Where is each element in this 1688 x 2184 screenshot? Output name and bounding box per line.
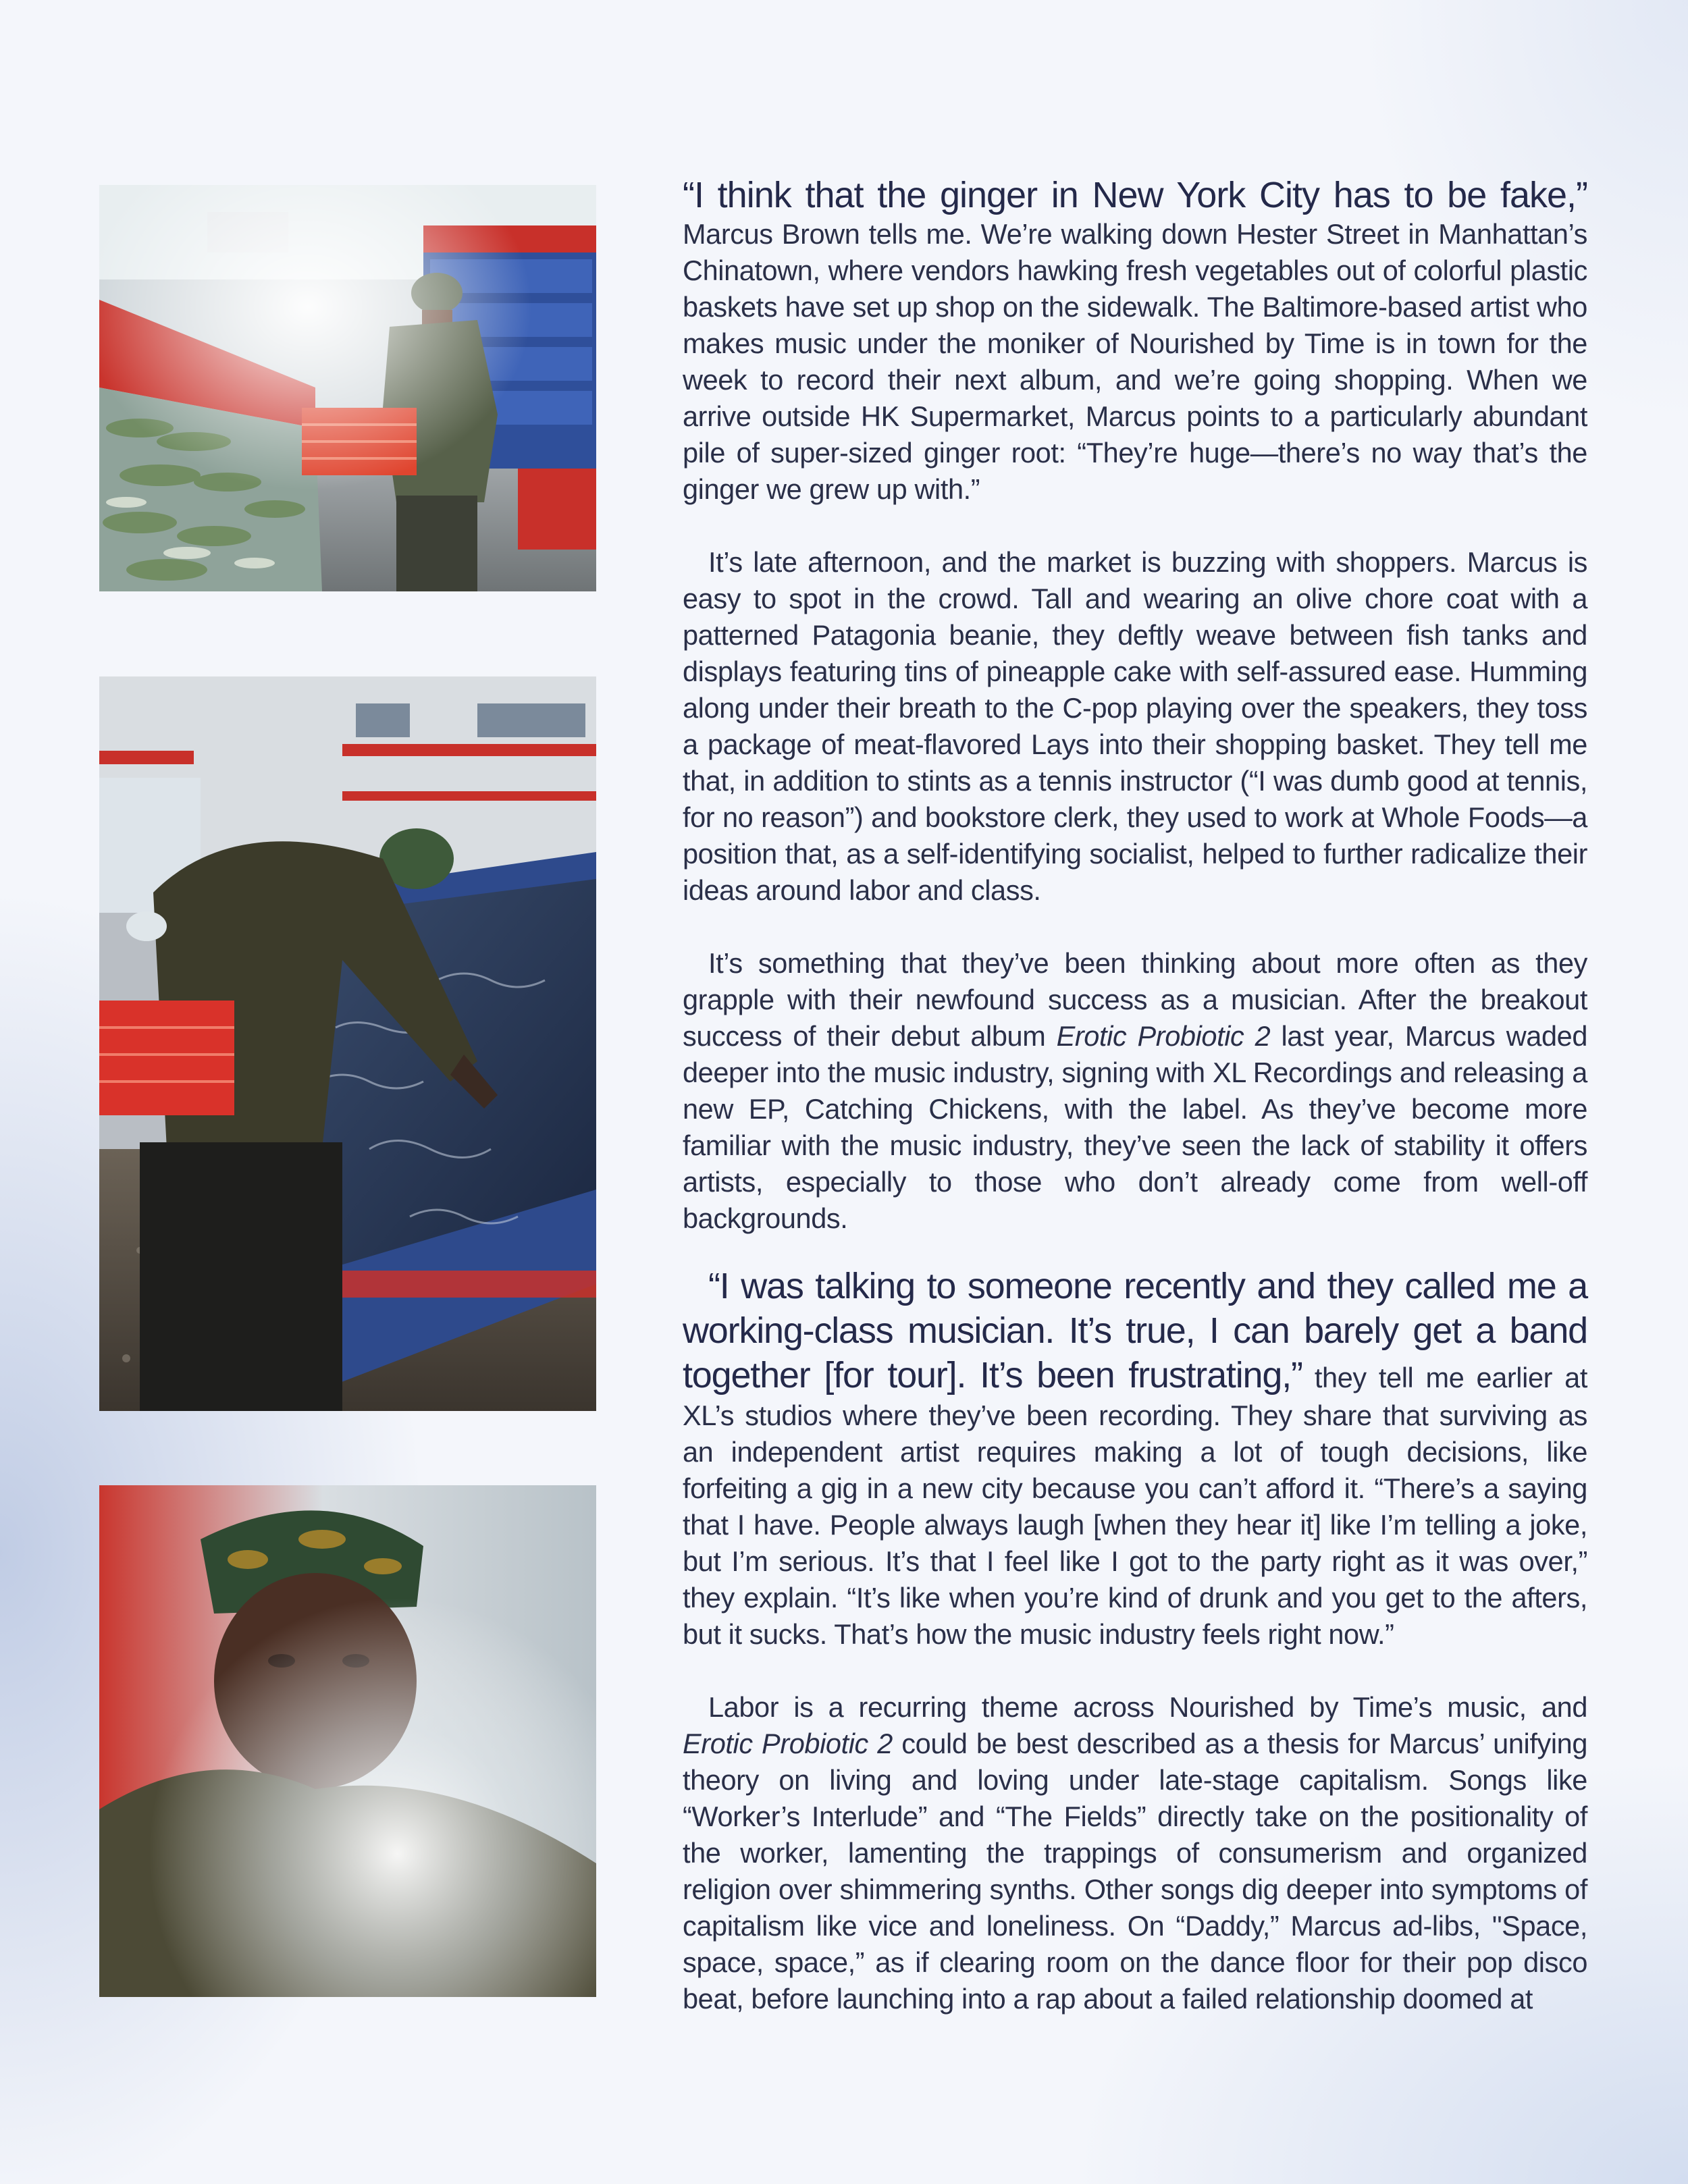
article-body (683, 177, 1587, 2054)
album-title-2: Erotic Probiotic 2 (683, 1728, 893, 1759)
paragraph-5 (683, 1689, 1587, 2017)
paragraph-2: It’s late afternoon, and the market is buzzing with shoppers. Marcus is easy to spot in the crowd. Tall and wearing an olive chore coat with a patterned Patagonia beanie, they deftly weave between fish tanks and displays featuring tins of pineapple cake with self-assured ease. Humming along under their breath to the C-pop playing over the speakers, they toss a package of meat-flavored Lays into their shopping basket. They tell me that, in addition to stints as a tennis instructor (“I was dumb good at tennis, for no reason”) and bookstore clerk, they used to work at Whole Foods—a position that, as a self-identifying socialist, helped to further radicalize their ideas around labor and class. (683, 546, 1587, 906)
paragraph-1 (683, 177, 1587, 508)
photo-fish-tank (99, 676, 596, 1411)
paragraph-3-text-b: last year, Marcus waded deeper into the music industry, signing with XL Recordings and releasing a new EP, Catching Chickens, with the label. As they’ve become more familiar with the music industry, they’ve seen the lack of stability it offers artists, especially to those who don’t already come from well-off backgrounds. (683, 1020, 1588, 1234)
paragraph-3-text-a: It’s something that they’ve been thinking about more often as they grapple with their newfound success as a musician. After the breakout success of their debut album (683, 947, 1587, 1052)
paragraph-5-text-b: could be best described as a thesis for Marcus’ unifying theory on living and loving under late-stage capitalism. Songs like “Worker’s Interlude” and “The Fields” directly take on the positionality of the worker, lamenting the trappings of consumerism and organized religion over shimmering synths. Other songs dig deeper into symptoms of capitalism like vice and loneliness. On “Daddy,” Marcus ad-libs, "Space, space, space,” as if clearing room on the dance floor for their pop disco beat, before launching into a rap about a failed relationship doomed at (683, 1728, 1587, 2015)
photo-supermarket-aisle-graphic (99, 185, 596, 591)
pull-quote: “I was talking to someone recently and they called me a working-class musician. It’s true, I can barely get a band together [for tour]. It’s been frustrating,” (683, 1266, 1587, 1395)
paragraph-1-text: Marcus Brown tells me. We’re walking down Hester Street in Manhattan’s Chinatown, where vendors hawking fresh vegetables out of colorful plastic baskets have set up shop on the sidewalk. The Baltimore-based artist who makes music under the moniker of Nourished by Time is in town for the week to record their next album, and we’re going shopping. When we arrive outside HK Supermarket, Marcus points to a particularly abundant pile of super-sized ginger root: “They’re huge—there’s no way that’s the ginger we grew up with.” (683, 218, 1587, 505)
photo-portrait (99, 1485, 596, 1997)
photo-supermarket-aisle (99, 185, 596, 591)
paragraph-4 (683, 1264, 1587, 1653)
photo-fish-tank-graphic (99, 676, 596, 1411)
paragraph-3 (683, 945, 1587, 1237)
album-title: Erotic Probiotic 2 (1056, 1020, 1271, 1052)
paragraph-4-text: they tell me earlier at XL’s studios where they’ve been recording. They share that surviving as an independent artist requires making a lot of tough decisions, like forfeiting a gig in a new city because you can’t afford it. “There’s a saying that I have. People always laugh [when they hear it] like I’m telling a joke, but I’m serious. It’s that I feel like I got to the party right as it was over,” they explain. “It’s like when you’re kind of drunk and you get to the afters, but it sucks. That’s how the music industry feels right now.” (683, 1362, 1587, 1650)
opening-quote: “I think that the ginger in New York City has to be fake,” (683, 175, 1587, 215)
paragraph-5-text-a: Labor is a recurring theme across Nourished by Time’s music, and (708, 1691, 1587, 1723)
photo-portrait-graphic (99, 1485, 596, 1997)
